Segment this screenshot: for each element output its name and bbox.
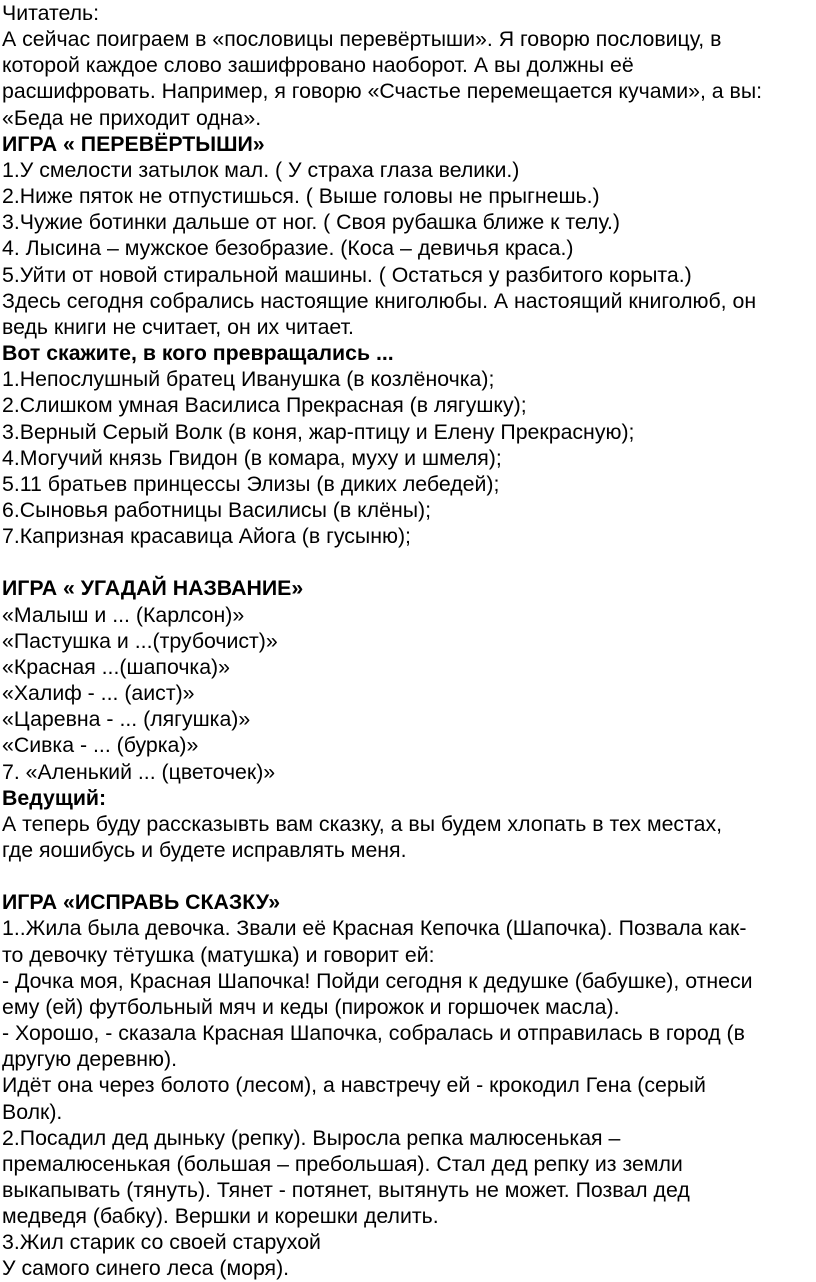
transform-item: 6.Сыновья работницы Василисы (в клёны); — [2, 497, 432, 522]
game3-line: - Хорошо, - сказала Красная Шапочка, собралась и отправилась в город (в — [2, 1021, 745, 1046]
transform-item: 2.Слишком умная Василиса Прекрасная (в лягушку); — [2, 393, 527, 418]
transform-item: 3.Верный Серый Волк (в коня, жар-птицу и Елену Прекрасную); — [2, 419, 635, 444]
transform-item: 5.11 братьев принцессы Элизы (в диких лебедей); — [2, 471, 500, 496]
game3-line: - Дочка моя, Красная Шапочка! Пойди сегодня к дедушке (бабушке), отнеси — [2, 968, 753, 993]
game2-item: «Пастушка и ...(трубочист)» — [2, 628, 278, 653]
reader-speaker-label: Читатель: — [2, 1, 100, 25]
transform-item: 7.Капризная красавица Айога (в гусыню); — [2, 524, 411, 549]
game3-line: 1..Жила была девочка. Звали её Красная Кепочка (Шапочка). Позвала как- — [2, 916, 747, 941]
game3-line: 3.Жил старик со своей старухой — [2, 1230, 321, 1255]
game2-item: 7. «Аленький ... (цветочек)» — [2, 759, 276, 784]
game1-outro-line: Здесь сегодня собрались настоящие книголюбы. А настоящий книголюб, он — [2, 288, 757, 313]
game3-line: медведя (бабку). Вершки и корешки делить. — [2, 1204, 439, 1229]
intro-line: которой каждое слово зашифровано наоборот. А вы должны её — [2, 53, 634, 78]
game1-item: 5.Уйти от новой стиральной машины. ( Остаться у разбитого корыта.) — [2, 262, 692, 287]
game1-item: 4. Лысина – мужское безобразие. (Коса – девичья краса.) — [2, 236, 574, 261]
game3-line: то девочку тётушка (матушка) и говорит ей: — [2, 942, 435, 967]
game3-line: выкапывать (тянуть). Тянет - потянет, вытянуть не может. Позвал дед — [2, 1178, 690, 1202]
game3-line: Идёт она через болото (лесом), а навстречу ей - крокодил Гена (серый — [2, 1073, 706, 1098]
spacer — [2, 863, 816, 889]
game2-heading: ИГРА « УГАДАЙ НАЗВАНИЕ» — [2, 576, 304, 601]
game2-item: «Сивка - ... (бурка)» — [2, 733, 199, 758]
game2-item: «Халиф - ... (аист)» — [2, 681, 195, 706]
transform-item: 4.Могучий князь Гвидон (в комара, муху и шмеля); — [2, 445, 502, 470]
intro-line: «Беда не приходит одна». — [2, 105, 262, 130]
game3-line: Волк). — [2, 1099, 63, 1124]
game1-item: 1.У смелости затылок мал. ( У страха глаза велики.) — [2, 157, 520, 182]
intro-line: расшифровать. Например, я говорю «Счастье перемещается кучами», а вы: — [2, 79, 763, 104]
game3-line: премалюсенькая (большая – пребольшая). Стал дед репку из земли — [2, 1151, 683, 1176]
game1-item: 3.Чужие ботинки дальше от ног. ( Своя рубашка ближе к телу.) — [2, 210, 621, 235]
game3-heading: ИГРА «ИСПРАВЬ СКАЗКУ» — [2, 890, 281, 915]
host-line: где яошибусь и будете исправлять меня. — [2, 837, 407, 862]
game2-item: «Красная ...(шапочка)» — [2, 654, 230, 679]
game2-item: «Малыш и ... (Карлсон)» — [2, 602, 245, 627]
game3-line: 2.Посадил дед дыньку (репку). Выросла репка малюсенькая – — [2, 1125, 621, 1150]
host-line: А теперь буду рассказывть вам сказку, а вы будем хлопать в тех местах, — [2, 811, 723, 836]
game3-line: другую деревню). — [2, 1047, 178, 1072]
game1-heading: ИГРА « ПЕРЕВЁРТЫШИ» — [2, 131, 265, 156]
game1-outro-line: ведь книги не считает, он их читает. — [2, 314, 354, 339]
game3-line: ему (ей) футбольный мяч и кеды (пирожок и горшочек масла). — [2, 994, 620, 1019]
transform-heading: Вот скажите, в кого превращались ... — [2, 341, 394, 366]
intro-line: А сейчас поиграем в «пословицы перевёртыши». Я говорю пословицу, в — [2, 27, 722, 52]
spacer — [2, 549, 816, 575]
game3-line: У самого синего леса (моря). — [2, 1256, 290, 1281]
game1-item: 2.Ниже пяток не отпустишься. ( Выше головы не прыгнешь.) — [2, 184, 600, 209]
host-speaker-label: Ведущий: — [2, 785, 107, 810]
game2-item: «Царевна - ... (лягушка)» — [2, 707, 251, 732]
transform-item: 1.Непослушный братец Иванушка (в козлёночка); — [2, 367, 495, 392]
